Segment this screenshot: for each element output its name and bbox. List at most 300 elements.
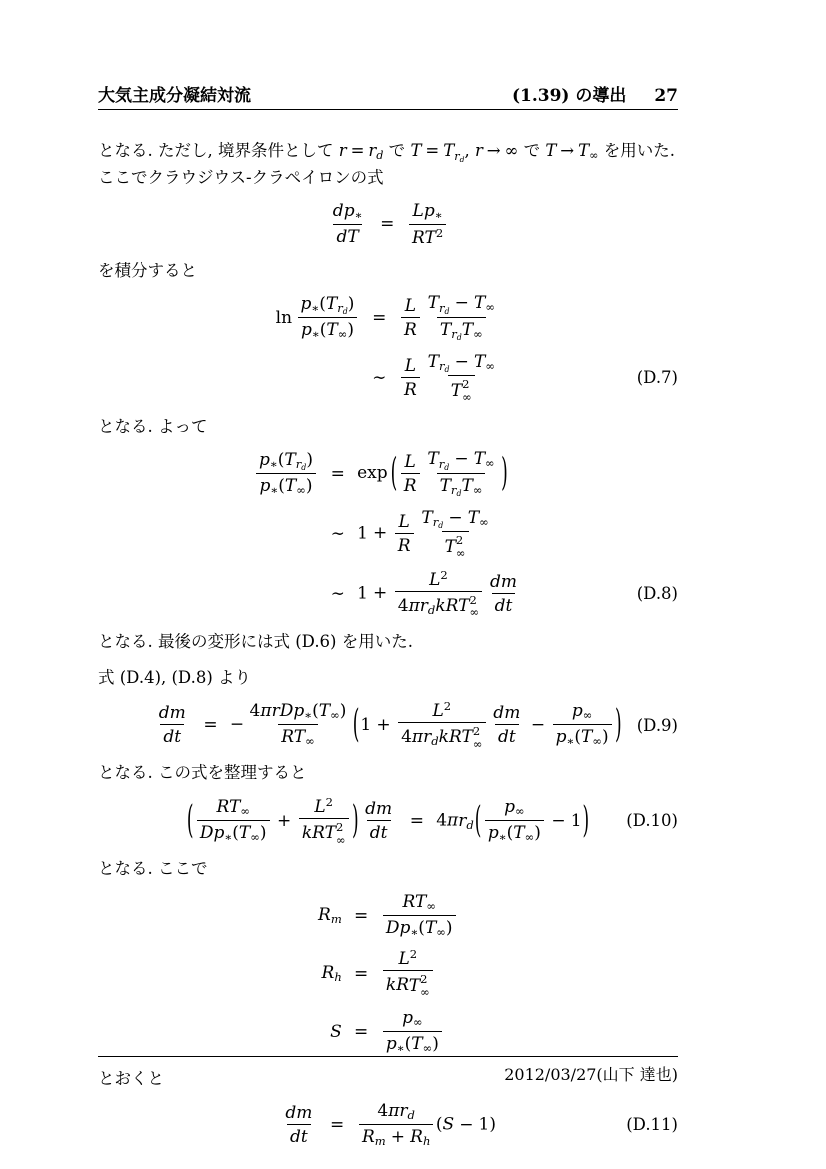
math-variable: r: [450, 483, 457, 498]
equation-rhs: [399, 293, 501, 342]
math-scripts: [301, 320, 320, 340]
math-scripts: [408, 972, 430, 1000]
math-row: [473, 483, 483, 497]
math-scripts: [314, 797, 333, 817]
math-operator: =: [354, 963, 369, 984]
equation-d7: [98, 293, 678, 404]
math-variable: t: [508, 727, 516, 748]
math-row: [425, 352, 498, 376]
math-text: (: [574, 727, 581, 748]
math-scripts: [386, 1034, 405, 1054]
math-fraction: [362, 799, 395, 843]
equation-relation: [398, 810, 437, 832]
math-row: [456, 547, 466, 560]
math-scripts: [425, 918, 446, 938]
math-text: 4: [249, 701, 261, 722]
math-variable: T: [578, 141, 590, 161]
math-variable: L: [404, 355, 417, 376]
math-row: [495, 724, 519, 747]
math-variable: k: [438, 727, 449, 748]
math-row: [297, 294, 357, 318]
math-fraction: [401, 356, 420, 400]
math-text: 2: [409, 947, 418, 962]
math-row: [282, 1103, 315, 1124]
math-variable: T: [421, 507, 433, 528]
math-variable: p: [385, 1033, 397, 1054]
math-text: ): [534, 823, 541, 844]
math-scripts: [344, 201, 363, 221]
math-row: [400, 918, 453, 938]
math-text: ∗: [566, 734, 575, 749]
math-scripts: [423, 727, 439, 747]
paragraph-from-d4-d8: 式 (D.4), (D.8) より: [98, 667, 251, 687]
equation-d8: [98, 449, 678, 619]
math-variable: T: [439, 319, 452, 340]
equation-grid: [98, 892, 678, 1056]
math-row: [296, 457, 307, 471]
math-scripts: [402, 1008, 423, 1028]
math-row: [375, 1134, 386, 1148]
math-scripts: [513, 823, 534, 843]
math-fraction: [487, 572, 520, 616]
math-text: ∞: [472, 483, 483, 498]
math-row: [485, 359, 495, 373]
equation-tag: [458, 1023, 678, 1040]
math-row: [545, 141, 599, 163]
math-text: ∗: [304, 708, 313, 723]
math-row: [397, 592, 480, 620]
math-variable: T: [427, 449, 439, 470]
math-scripts: [451, 483, 462, 497]
math-variable: d: [285, 1102, 297, 1123]
math-row: [374, 1101, 418, 1124]
math-variable: T: [415, 891, 427, 912]
paragraph-rearrange: となる. この式を整理すると: [98, 763, 307, 783]
math-variable: R: [216, 797, 229, 818]
paragraph-here: となる. ここで: [98, 859, 208, 879]
math-text: (: [319, 320, 327, 341]
page-header: [98, 86, 678, 106]
math-row: [435, 208, 443, 222]
math-scripts: [458, 592, 480, 620]
math-variable: m: [500, 571, 517, 592]
math-scripts: [451, 327, 462, 341]
math-row: [349, 1021, 373, 1043]
header-title: 大気主成分凝結対流: [98, 86, 251, 106]
math-row: [426, 569, 451, 591]
math-row: [250, 830, 260, 844]
math-row: [322, 962, 342, 985]
math-row: [438, 521, 443, 530]
math-text: −: [229, 714, 245, 735]
math-variable: T: [324, 823, 336, 844]
math-row: [349, 905, 373, 927]
math-row: [556, 727, 609, 747]
math-row: [334, 970, 341, 984]
math-row: [553, 724, 612, 749]
math-variable: T: [238, 823, 251, 844]
math-row: [429, 700, 454, 722]
math-fraction: [398, 700, 485, 750]
math-row: [399, 1008, 426, 1031]
math-text: 2: [443, 699, 452, 714]
math-variable: d: [301, 463, 307, 473]
math-row: [409, 224, 446, 248]
script-stack: [462, 378, 472, 403]
math-variable: T: [461, 476, 473, 497]
math-text: ∞: [589, 149, 599, 163]
equation-rhs: [436, 797, 590, 845]
math-row: [439, 301, 450, 315]
math-row: [380, 949, 435, 999]
math-row: [194, 796, 351, 846]
math-variable: R: [361, 1127, 375, 1148]
math-row: [426, 899, 436, 913]
math-variable: T: [293, 727, 306, 748]
math-operator: −: [459, 1114, 474, 1135]
math-fraction: [383, 949, 433, 999]
math-fraction: [395, 569, 482, 619]
text-run: で: [518, 141, 546, 161]
math-operator: +: [390, 1127, 406, 1148]
math-scripts: [326, 320, 347, 340]
math-variable: T: [473, 351, 486, 372]
math-row: [445, 307, 450, 316]
header-right: [512, 86, 678, 106]
math-text: 2: [455, 533, 464, 548]
math-row: [367, 820, 391, 843]
math-fraction: [383, 1008, 442, 1056]
math-row: [451, 483, 462, 497]
math-variable: d: [163, 727, 175, 748]
math-row: [445, 365, 450, 374]
math-row: [473, 327, 483, 341]
math-scripts: [439, 319, 462, 343]
math-text: 2: [435, 225, 444, 240]
math-variable: h: [422, 1134, 431, 1149]
math-text: 2: [335, 819, 344, 834]
math-scripts: [488, 823, 507, 843]
math-variable: p: [487, 823, 499, 844]
math-row: [424, 449, 497, 473]
math-row: [398, 449, 500, 498]
equation-relation: [360, 367, 399, 389]
math-variable: d: [431, 734, 439, 749]
math-text: (: [506, 823, 514, 844]
math-row: [592, 735, 602, 749]
math-scripts: [229, 797, 250, 817]
math-operator: =: [350, 141, 365, 161]
equation-relation: [368, 213, 407, 235]
math-paren-group: [186, 796, 360, 846]
math-row: [330, 201, 366, 224]
math-scripts: [450, 377, 472, 405]
math-row: [436, 925, 446, 939]
math-row: [448, 375, 475, 403]
math-text: ): [305, 476, 313, 497]
math-scripts: [318, 905, 342, 925]
paren-glyph: ): [615, 702, 622, 748]
math-variable: R: [410, 1127, 423, 1148]
math-text: 4: [397, 595, 409, 616]
math-text: ∞: [485, 358, 495, 373]
math-row: [421, 507, 489, 531]
math-row: [153, 703, 191, 747]
math-variable: p: [300, 293, 312, 314]
math-row: [326, 463, 350, 485]
math-row: [326, 795, 333, 809]
math-variable: T: [444, 536, 456, 557]
equation-rhs: [230, 700, 623, 750]
math-operator: −: [454, 293, 469, 314]
math-row: [501, 797, 528, 820]
math-row: [256, 473, 315, 498]
math-row: [300, 293, 355, 317]
math-text: ∞: [420, 985, 430, 1000]
math-variable: k: [301, 823, 313, 844]
math-variable: π: [388, 1101, 400, 1122]
math-row: [326, 523, 350, 545]
math-text: (: [278, 476, 285, 497]
equation-lhs: [276, 369, 360, 386]
math-scripts: [324, 819, 346, 847]
paragraph-therefore: となる. よって: [98, 416, 208, 436]
math-variable: r: [432, 514, 439, 529]
math-row: [399, 352, 501, 404]
paragraph-boundary-conditions: [98, 138, 678, 165]
math-scripts: [415, 892, 436, 912]
footer-date-author: 2012/03/27(山下 達也): [504, 1065, 678, 1084]
math-fraction: [330, 201, 366, 247]
math-row: [336, 834, 346, 847]
math-row: [280, 1103, 318, 1147]
math-variable: d: [336, 227, 348, 248]
math-text: 2: [469, 592, 477, 607]
math-variable: T: [318, 701, 331, 722]
math-text: ∗: [354, 208, 363, 223]
math-row: [357, 508, 494, 560]
math-scripts: [296, 457, 307, 471]
math-operator: =: [354, 905, 369, 926]
math-row: [395, 591, 482, 619]
math-text: ∞: [524, 830, 535, 845]
equation-tag: [449, 216, 678, 233]
math-text: (: [435, 1114, 443, 1135]
math-row: [420, 986, 430, 999]
math-row: [367, 307, 391, 329]
math-scripts: [294, 727, 315, 747]
math-text: ∞: [462, 390, 472, 405]
math-row: [326, 583, 350, 605]
math-operator: =: [380, 214, 395, 235]
math-variable: r: [438, 358, 445, 373]
math-row: [305, 735, 315, 749]
equation-relation: [342, 1021, 381, 1043]
math-scripts: [399, 1101, 415, 1121]
math-row: [359, 1124, 434, 1149]
math-variable: R: [411, 227, 425, 248]
math-scripts: [439, 457, 450, 471]
math-row: [259, 476, 312, 496]
equation-lhs: [186, 796, 398, 846]
math-variable: R: [321, 963, 335, 984]
math-variable: m: [296, 1102, 313, 1123]
math-fraction: [383, 892, 456, 940]
math-row: [439, 457, 450, 471]
math-variable: d: [444, 462, 450, 472]
math-scripts: [420, 596, 436, 616]
text-run: を用いた.: [598, 141, 675, 161]
math-text: 2: [440, 567, 448, 582]
inline-math: [545, 141, 599, 163]
math-operator: −: [551, 811, 566, 832]
math-text: ∞: [504, 141, 519, 161]
math-text: ∞: [485, 300, 495, 315]
math-variable: R: [445, 595, 459, 616]
math-scripts: [454, 150, 464, 163]
paren-glyph: (: [352, 702, 360, 748]
math-text: 1: [357, 583, 368, 604]
math-variable: S: [442, 1114, 455, 1135]
math-variable: r: [419, 595, 428, 616]
equation-lhs: [318, 1021, 342, 1043]
math-row: [427, 449, 495, 472]
math-row: [311, 796, 336, 818]
math-variable: d: [456, 333, 462, 343]
math-variable: p: [343, 201, 355, 222]
math-text: 2: [325, 795, 334, 810]
math-row: [270, 457, 278, 471]
script-stack: [420, 973, 430, 998]
math-row: [383, 915, 456, 940]
equation-rhs: [407, 201, 449, 248]
math-variable: k: [435, 595, 446, 616]
script-stack: [469, 594, 479, 619]
equation-rhs: [357, 1101, 497, 1149]
equation-lhs: [254, 525, 319, 542]
math-variable: L: [429, 569, 441, 590]
math-row: [413, 1015, 423, 1029]
math-variable: m: [504, 703, 521, 724]
math-scripts: [362, 1127, 386, 1147]
math-row: [287, 1124, 311, 1147]
math-row: [444, 699, 451, 713]
math-operator: →: [486, 141, 501, 161]
math-row: [330, 1021, 342, 1043]
equation-grid: [98, 700, 678, 750]
header-rule: [98, 109, 678, 110]
equation-grid: [98, 796, 678, 846]
math-text: 4: [377, 1101, 389, 1122]
math-variable: d: [444, 306, 450, 316]
math-text: 1: [570, 811, 582, 832]
paragraph-clausius-intro: ここでクラウジウス-クラペイロンの式: [98, 168, 384, 188]
math-row: [408, 1108, 415, 1122]
math-variable: T: [325, 293, 338, 314]
math-scripts: [458, 811, 474, 831]
equation-relation: [318, 1114, 357, 1136]
math-row: [437, 473, 486, 499]
math-row: [298, 317, 357, 342]
math-text: 1: [357, 523, 368, 544]
math-scripts: [474, 352, 495, 372]
header-section: (1.39) の導出: [511, 86, 627, 106]
math-row: [436, 226, 443, 240]
math-variable: T: [473, 449, 486, 470]
equation-rhs: [380, 1008, 457, 1056]
math-text: ∗: [498, 830, 507, 845]
math-row: [423, 1041, 433, 1055]
math-fraction: [409, 201, 446, 248]
math-row: [410, 948, 417, 962]
math-row: [301, 320, 354, 340]
math-scripts: [461, 476, 482, 496]
math-row: [327, 201, 367, 247]
math-row: [198, 714, 222, 736]
math-variable: T: [228, 797, 241, 818]
paren-glyph: (: [474, 799, 482, 843]
math-row: [230, 700, 623, 750]
math-scripts: [285, 476, 306, 496]
math-row: [240, 805, 250, 819]
math-variable: R: [403, 319, 417, 340]
math-text: ∞: [592, 734, 602, 749]
math-fraction: [418, 508, 491, 560]
math-row: [410, 201, 446, 224]
math-row: [440, 568, 447, 582]
math-fraction: [401, 452, 420, 496]
math-text: ∞: [472, 736, 483, 751]
math-row: [186, 796, 398, 846]
math-operator: ∼: [330, 523, 345, 544]
equation-clausius-clapeyron: [98, 201, 678, 248]
math-variable: π: [260, 701, 272, 722]
math-row: [401, 724, 483, 751]
math-scripts: [433, 515, 444, 529]
math-scripts: [556, 727, 575, 747]
math-row: [401, 473, 420, 496]
math-row: [492, 593, 516, 616]
math-row: [405, 810, 429, 832]
math-variable: T: [347, 227, 359, 248]
math-variable: d: [494, 595, 506, 616]
equation-tag: (D.11): [626, 1115, 678, 1135]
equation-rhs: [357, 508, 522, 560]
math-variable: h: [334, 970, 342, 985]
math-text: 2: [420, 972, 428, 987]
math-scripts: [439, 359, 450, 373]
equation-lhs: [276, 294, 360, 343]
math-variable: T: [424, 917, 437, 938]
text-run: で: [383, 141, 411, 161]
math-variable: p: [293, 701, 305, 722]
math-row: [427, 351, 495, 375]
math-fraction: [247, 701, 350, 749]
math-variable: R: [281, 727, 294, 748]
math-variable: d: [489, 571, 501, 592]
math-scripts: [400, 918, 419, 938]
math-text: (: [312, 701, 319, 722]
math-row: [259, 449, 313, 473]
math-row: [375, 213, 399, 235]
math-variable: r: [271, 701, 280, 722]
math-variable: m: [330, 912, 342, 927]
math-text: 2: [472, 724, 481, 739]
math-variable: T: [439, 476, 451, 497]
math-scripts: [424, 225, 444, 248]
math-operator: =: [330, 463, 345, 484]
math-row: [357, 1101, 497, 1149]
